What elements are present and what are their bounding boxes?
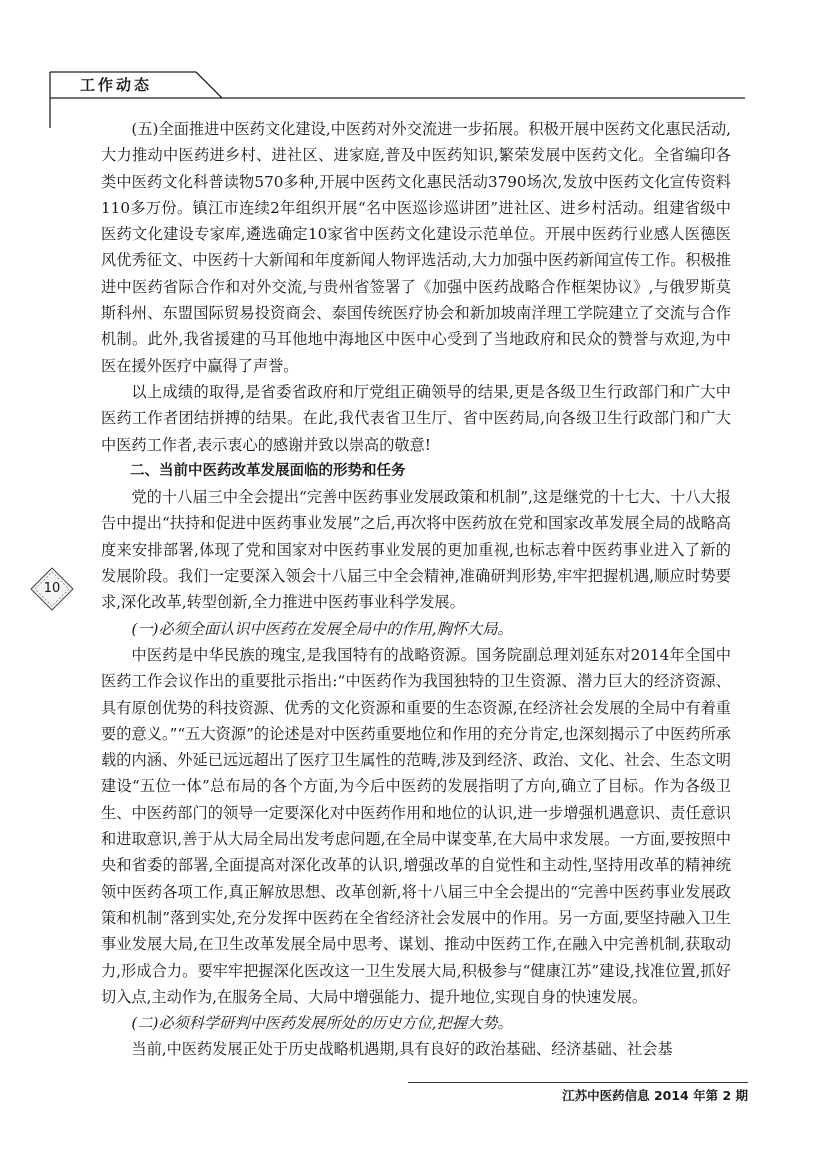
paragraph: 以上成绩的取得,是省委省政府和厅党组正确领导的结果,更是各级卫生行政部门和广大中医药工作者团结拼搏的结果。在此,我代表省卫生厅、省中医药局,向各级卫生行政部门和广大中医药工作者,表示衷心的感谢并致以崇高的敬意! (101, 382, 731, 454)
paragraph: 中医药是中华民族的瑰宝,是我国特有的战略资源。国务院副总理刘延东对2014年全国中医药工作会议作出的重要批示指出:“中医药作为我国独特的卫生资源、潜力巨大的经济资源、具有原创优势的科技资源、优秀的文化资源和重要的生态资源,在经济社会发展的全局中有着重要的意义。”“五大资源”的论述是对中医药重要地位和作用的充分肯定,也深刻揭示了中医药所承载的内涵、外延已远远超出了医疗卫生属性的范畴,涉及到经济、政治、文化、社会、生态文明建设“五位一体”总布局的各个方面,为今后中医药的发展指明了方向,确立了目标。作为各级卫生、中医药部门的领导一定要深化对中医药作用和地位的认识,进一步增强机遇意识、责任意识和进取意识,善于从大局全局出发考虑问题,在全局中谋变革,在大局中求发展。一方面,要按照中央和省委的部署,全面提高对深化改革的认识,增强改革的自觉性和主动性,坚持用改革的精神统领中医药各项工作,真正解放思想、改革创新,将十八届三中全会提出的“完善中医药事业发展政策和机制”落到实处,充分发挥中医药在全省经济社会发展中的作用。另一方面,要坚持融入卫生事业发展大局,在卫生改革发展全局中思考、谋划、推动中医药工作,在融入中完善机制,获取动力,形成合力。要牢牢把握深化医改这一卫生发展大局,积极参与“健康江苏”建设,找准位置,抓好切入点,主动作为,在服务全局、大局中增强能力、提升地位,实现自身的快速发展。 (101, 645, 731, 1006)
paragraph: 当前,中医药发展正处于历史战略机遇期,具有良好的政治基础、经济基础、社会基 (131, 1040, 673, 1059)
subsection-heading: (一)必须全面认识中医药在发展全局中的作用,胸怀大局。 (131, 619, 513, 638)
paragraph: (五)全面推进中医药文化建设,中医药对外交流进一步拓展。积极开展中医药文化惠民活动,大力推动中医药进乡村、进社区、进家庭,普及中医药知识,繁荣发展中医药文化。全省编印各类中医药文化科普读物570多种,开展中医药文化惠民活动3790场次,发放中医药文化宣传资料110多万份。镇江市连续2年组织开展“名中医巡诊巡讲团”进社区、进乡村活动。组建省级中医药文化建设专家库,遴选确定10家省中医药文化建设示范单位。开展中医药行业感人医德医风优秀征文、中医药十大新闻和年度新闻人物评选活动,大力加强中医药新闻宣传工作。积极推进中医药省际合作和对外交流,与贵州省签署了《加强中医药战略合作框架协议》,与俄罗斯莫斯科州、东盟国际贸易投资商会、泰国传统医疗协会和新加坡南洋理工学院建立了交流与合作机制。此外,我省援建的马耳他地中海地区中医中心受到了当地政府和民众的赞誉与欢迎,为中医在援外医疗中赢得了声誉。 (101, 120, 731, 375)
page-number: 10 (43, 581, 61, 596)
article-body (101, 116, 731, 1063)
subsection-heading: (二)必须科学研判中医药发展所处的历史方位,把握大势。 (131, 1014, 513, 1033)
section-label: 工作动态 (80, 76, 153, 94)
footer-rule (408, 1082, 748, 1083)
header-rule (0, 0, 826, 130)
footer-journal: 江苏中医药信息 2014 年第 2 期 (562, 1088, 748, 1103)
section-heading: 二、当前中医药改革发展面临的形势和任务 (130, 462, 406, 479)
paragraph: 党的十八届三中全会提出“完善中医药事业发展政策和机制”,这是继党的十七大、十八大报告中提出“扶持和促进中医药事业发展”之后,再次将中医药放在党和国家改革发展全局的战略高度来安排部署,体现了党和国家对中医药事业发展的更加重视,也标志着中医药事业进入了新的发展阶段。我们一定要深入领会十八届三中全会精神,准确研判形势,牢牢把握机遇,顺应时势要求,深化改革,转型创新,全力推进中医药事业科学发展。 (101, 488, 731, 612)
